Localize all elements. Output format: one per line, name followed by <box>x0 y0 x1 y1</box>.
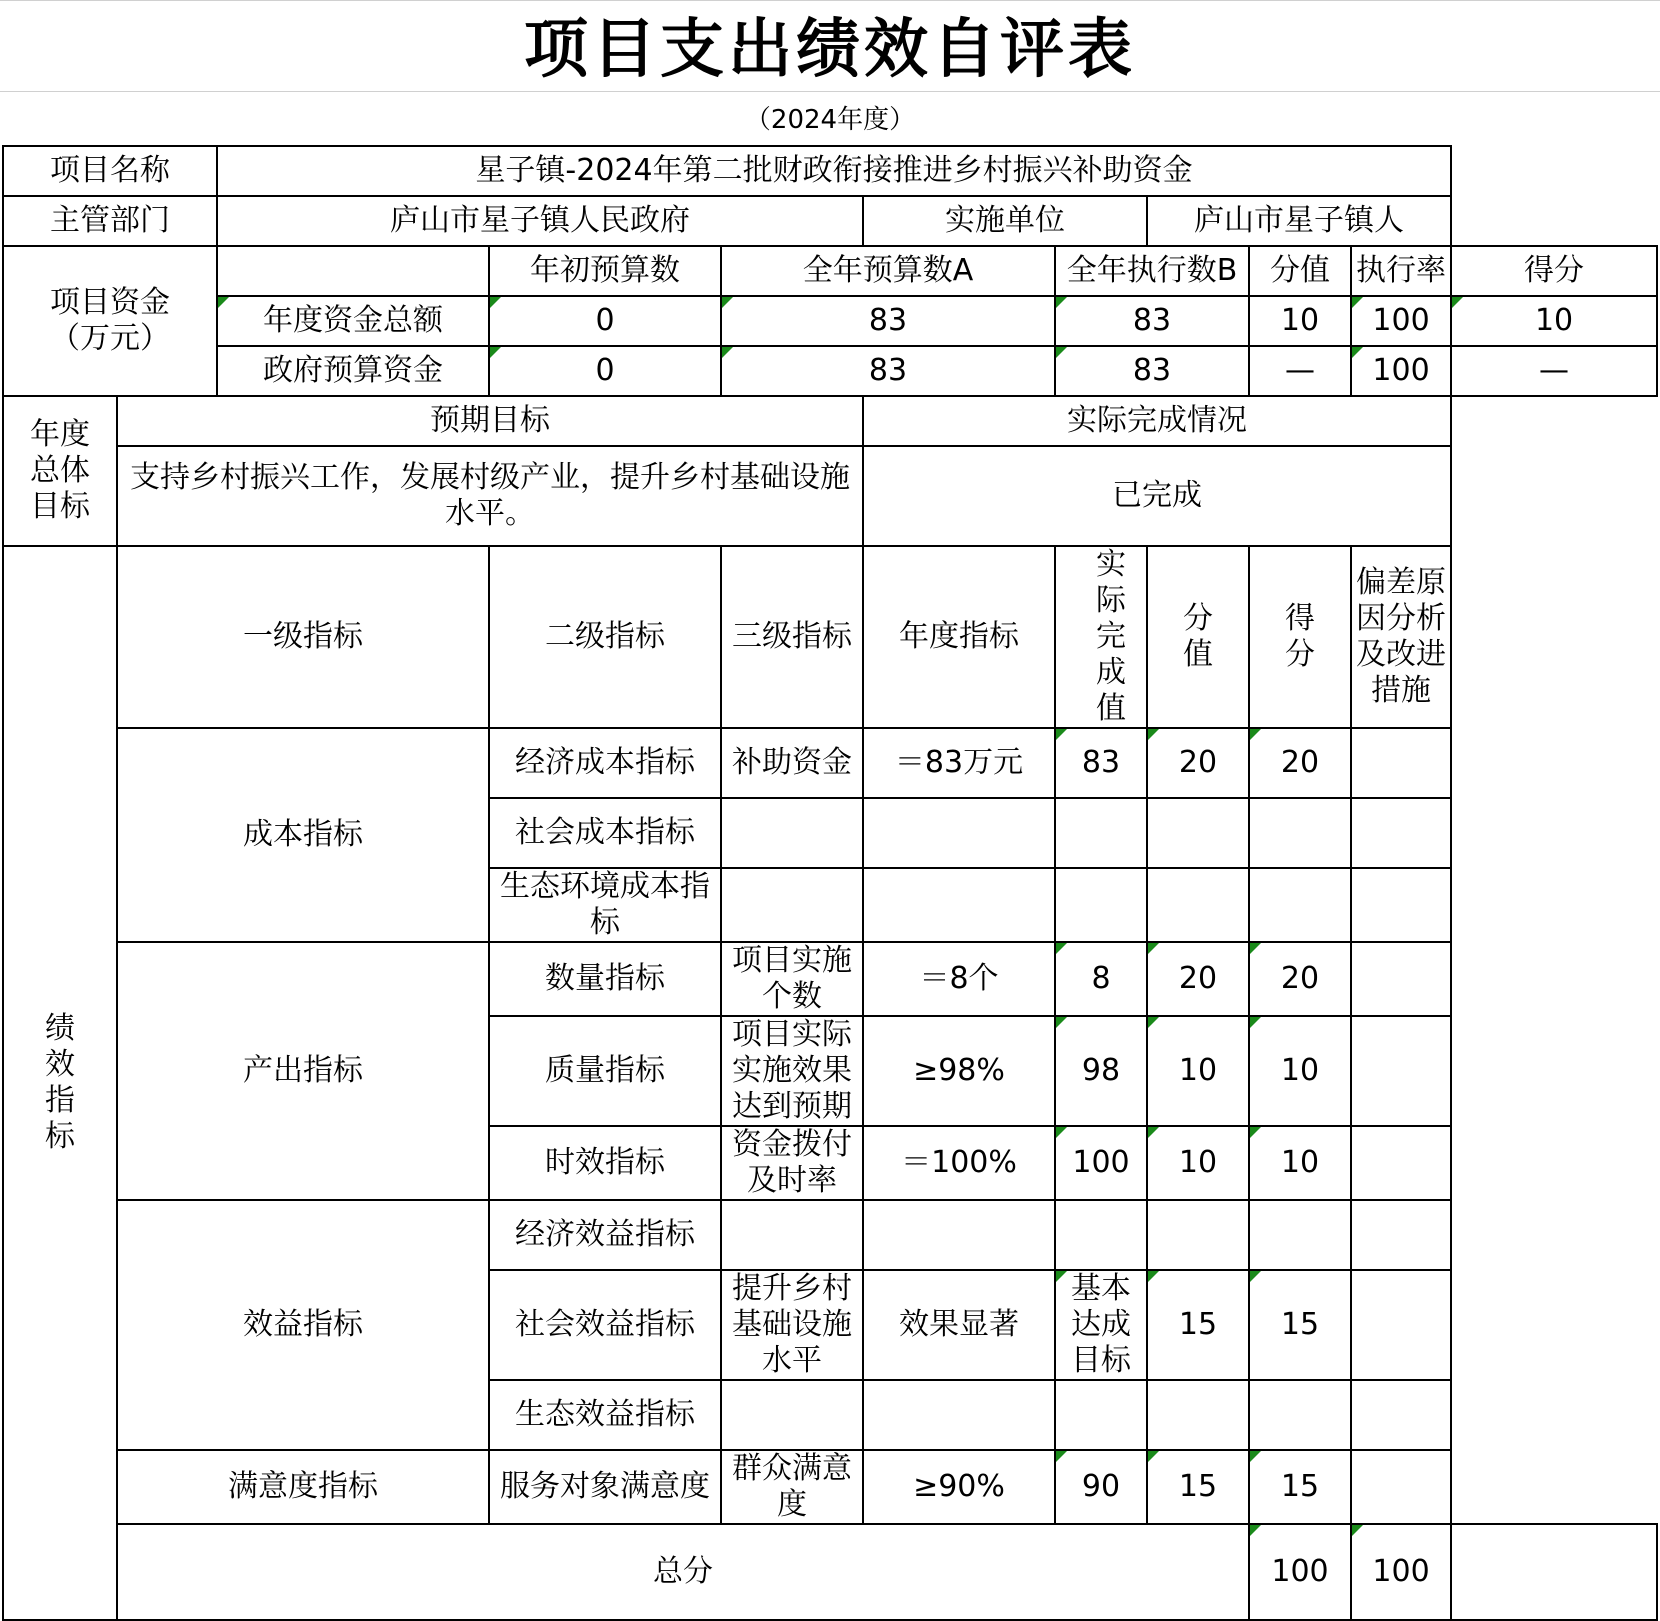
level1-benefit: 效益指标 <box>117 1200 489 1450</box>
cell-flag <box>1056 1451 1067 1462</box>
unit-label: 实施单位 <box>863 196 1147 246</box>
cell-flag <box>1148 729 1159 740</box>
cell-flag <box>1056 297 1067 308</box>
level2-cell: 服务对象满意度 <box>489 1450 721 1524</box>
level3-cell <box>721 1380 863 1450</box>
level2-cell: 经济成本指标 <box>489 728 721 798</box>
funds-header-executed: 全年执行数B <box>1055 246 1249 296</box>
cell-flag <box>1452 297 1463 308</box>
target-cell: ≥98% <box>863 1016 1055 1126</box>
level3-cell <box>721 798 863 868</box>
header-level2: 二级指标 <box>489 546 721 728</box>
target-cell <box>863 798 1055 868</box>
weight-cell: 10 <box>1147 1126 1249 1200</box>
goals-actual-text: 已完成 <box>863 446 1451 546</box>
note-cell <box>1351 868 1451 942</box>
funds-row-total-label: 年度资金总额 <box>217 296 489 346</box>
weight-cell: 15 <box>1147 1270 1249 1380</box>
score-cell: 10 <box>1249 1126 1351 1200</box>
level3-cell: 项目实施个数 <box>721 942 863 1016</box>
header-actual: 实际完成值 <box>1055 546 1147 728</box>
cell-flag <box>490 347 501 358</box>
score-cell <box>1249 798 1351 868</box>
weight-cell <box>1147 868 1249 942</box>
goals-label: 年度总体目标 <box>3 396 117 546</box>
funds-cell: — <box>1451 346 1657 396</box>
goals-actual-header: 实际完成情况 <box>863 396 1451 446</box>
score-cell <box>1249 1200 1351 1270</box>
total-score: 100 <box>1351 1524 1451 1620</box>
cell-flag <box>1148 943 1159 954</box>
funds-cell: 0 <box>489 296 721 346</box>
score-cell: 20 <box>1249 942 1351 1016</box>
cell-flag <box>1056 1271 1067 1282</box>
cell-flag <box>1148 1271 1159 1282</box>
level3-cell: 资金拨付及时率 <box>721 1126 863 1200</box>
note-cell <box>1351 1200 1451 1270</box>
score-cell: 15 <box>1249 1270 1351 1380</box>
header-weight: 分值 <box>1147 546 1249 728</box>
funds-header-rate: 执行率 <box>1351 246 1451 296</box>
level1-cost: 成本指标 <box>117 728 489 942</box>
actual-cell: 83 <box>1055 728 1147 798</box>
weight-cell: 15 <box>1147 1450 1249 1524</box>
cell-flag <box>1056 347 1067 358</box>
cell-flag <box>1148 1451 1159 1462</box>
header-target: 年度指标 <box>863 546 1055 728</box>
funds-label: 项目资金（万元） <box>3 246 217 396</box>
score-cell: 10 <box>1249 1016 1351 1126</box>
level1-satisfaction: 满意度指标 <box>117 1450 489 1524</box>
note-cell <box>1351 1016 1451 1126</box>
cell-flag <box>1250 1271 1261 1282</box>
funds-cell: 83 <box>1055 296 1249 346</box>
actual-cell: 8 <box>1055 942 1147 1016</box>
cell-flag <box>1250 1017 1261 1028</box>
target-cell: ＝83万元 <box>863 728 1055 798</box>
funds-header-annual: 全年预算数A <box>721 246 1055 296</box>
level2-cell: 时效指标 <box>489 1126 721 1200</box>
score-cell <box>1249 1380 1351 1450</box>
level3-cell: 项目实际实施效果达到预期 <box>721 1016 863 1126</box>
cell-flag <box>1250 943 1261 954</box>
weight-cell: 10 <box>1147 1016 1249 1126</box>
unit-value: 庐山市星子镇人 <box>1147 196 1451 246</box>
target-cell <box>863 868 1055 942</box>
level2-cell: 社会成本指标 <box>489 798 721 868</box>
funds-cell: 83 <box>721 346 1055 396</box>
cell-flag <box>1352 347 1363 358</box>
dept-value: 庐山市星子镇人民政府 <box>217 196 863 246</box>
indicators-side-label: 绩效指标 <box>3 546 117 1620</box>
level3-cell <box>721 1200 863 1270</box>
cell-flag <box>1250 729 1261 740</box>
cell-flag <box>1352 297 1363 308</box>
header-level1: 一级指标 <box>117 546 489 728</box>
cell-flag <box>722 297 733 308</box>
dept-label: 主管部门 <box>3 196 217 246</box>
weight-cell <box>1147 1200 1249 1270</box>
actual-cell: 基本达成目标 <box>1055 1270 1147 1380</box>
score-cell: 20 <box>1249 728 1351 798</box>
level3-cell: 提升乡村基础设施水平 <box>721 1270 863 1380</box>
target-cell: 效果显著 <box>863 1270 1055 1380</box>
funds-header-initial: 年初预算数 <box>489 246 721 296</box>
weight-cell <box>1147 798 1249 868</box>
project-name-value: 星子镇-2024年第二批财政衔接推进乡村振兴补助资金 <box>217 146 1451 196</box>
score-cell: 15 <box>1249 1450 1351 1524</box>
level2-cell: 经济效益指标 <box>489 1200 721 1270</box>
level2-cell: 社会效益指标 <box>489 1270 721 1380</box>
actual-cell: 100 <box>1055 1126 1147 1200</box>
total-weight: 100 <box>1249 1524 1351 1620</box>
weight-cell: 20 <box>1147 728 1249 798</box>
level1-output: 产出指标 <box>117 942 489 1200</box>
funds-cell: 83 <box>1055 346 1249 396</box>
note-cell <box>1351 942 1451 1016</box>
score-cell <box>1249 868 1351 942</box>
funds-cell: — <box>1249 346 1351 396</box>
weight-cell <box>1147 1380 1249 1450</box>
funds-cell: 100 <box>1351 346 1451 396</box>
page-title: 项目支出绩效自评表 <box>524 12 1136 87</box>
goals-expected-header: 预期目标 <box>117 396 863 446</box>
note-cell <box>1351 1450 1451 1524</box>
level2-cell: 生态效益指标 <box>489 1380 721 1450</box>
cell-flag <box>218 297 229 308</box>
cell-flag <box>1352 1525 1363 1536</box>
funds-cell: 83 <box>721 296 1055 346</box>
level2-cell: 生态环境成本指标 <box>489 868 721 942</box>
evaluation-table <box>2 145 1658 1621</box>
funds-row-gov-label: 政府预算资金 <box>217 346 489 396</box>
level2-cell: 质量指标 <box>489 1016 721 1126</box>
cell-flag <box>722 347 733 358</box>
funds-cell: 10 <box>1451 296 1657 346</box>
cell-flag <box>1250 1525 1261 1536</box>
note-cell <box>1351 728 1451 798</box>
level3-cell: 群众满意度 <box>721 1450 863 1524</box>
target-cell <box>863 1380 1055 1450</box>
note-cell <box>1351 1270 1451 1380</box>
target-cell: ＝100% <box>863 1126 1055 1200</box>
year-subtitle: （2024年度） <box>744 105 916 135</box>
funds-header-weight: 分值 <box>1249 246 1351 296</box>
total-label: 总分 <box>117 1524 1249 1620</box>
goals-expected-text: 支持乡村振兴工作，发展村级产业，提升乡村基础设施水平。 <box>117 446 863 546</box>
level3-cell: 补助资金 <box>721 728 863 798</box>
actual-cell <box>1055 868 1147 942</box>
project-name-label: 项目名称 <box>3 146 217 196</box>
cell-flag <box>1148 1017 1159 1028</box>
weight-cell: 20 <box>1147 942 1249 1016</box>
funds-cell: 10 <box>1249 296 1351 346</box>
note-cell <box>1351 798 1451 868</box>
cell-flag <box>490 297 501 308</box>
actual-cell <box>1055 798 1147 868</box>
actual-cell <box>1055 1380 1147 1450</box>
actual-cell <box>1055 1200 1147 1270</box>
cell-flag <box>1250 1127 1261 1138</box>
header-note: 偏差原因分析及改进措施 <box>1351 546 1451 728</box>
target-cell <box>863 1200 1055 1270</box>
note-cell <box>1351 1126 1451 1200</box>
funds-cell: 0 <box>489 346 721 396</box>
cell-flag <box>1148 1127 1159 1138</box>
cell-flag <box>1250 1451 1261 1462</box>
funds-header-score: 得分 <box>1451 246 1657 296</box>
note-cell <box>1351 1380 1451 1450</box>
header-level3: 三级指标 <box>721 546 863 728</box>
cell-flag <box>1056 943 1067 954</box>
actual-cell: 90 <box>1055 1450 1147 1524</box>
header-score: 得分 <box>1249 546 1351 728</box>
cell-flag <box>1056 1127 1067 1138</box>
total-note <box>1451 1524 1657 1620</box>
actual-cell: 98 <box>1055 1016 1147 1126</box>
cell-flag <box>1056 1017 1067 1028</box>
level2-cell: 数量指标 <box>489 942 721 1016</box>
level3-cell <box>721 868 863 942</box>
funds-cell: 100 <box>1351 296 1451 346</box>
target-cell: ＝8个 <box>863 942 1055 1016</box>
funds-header-blank <box>217 246 489 296</box>
target-cell: ≥90% <box>863 1450 1055 1524</box>
cell-flag <box>1056 729 1067 740</box>
